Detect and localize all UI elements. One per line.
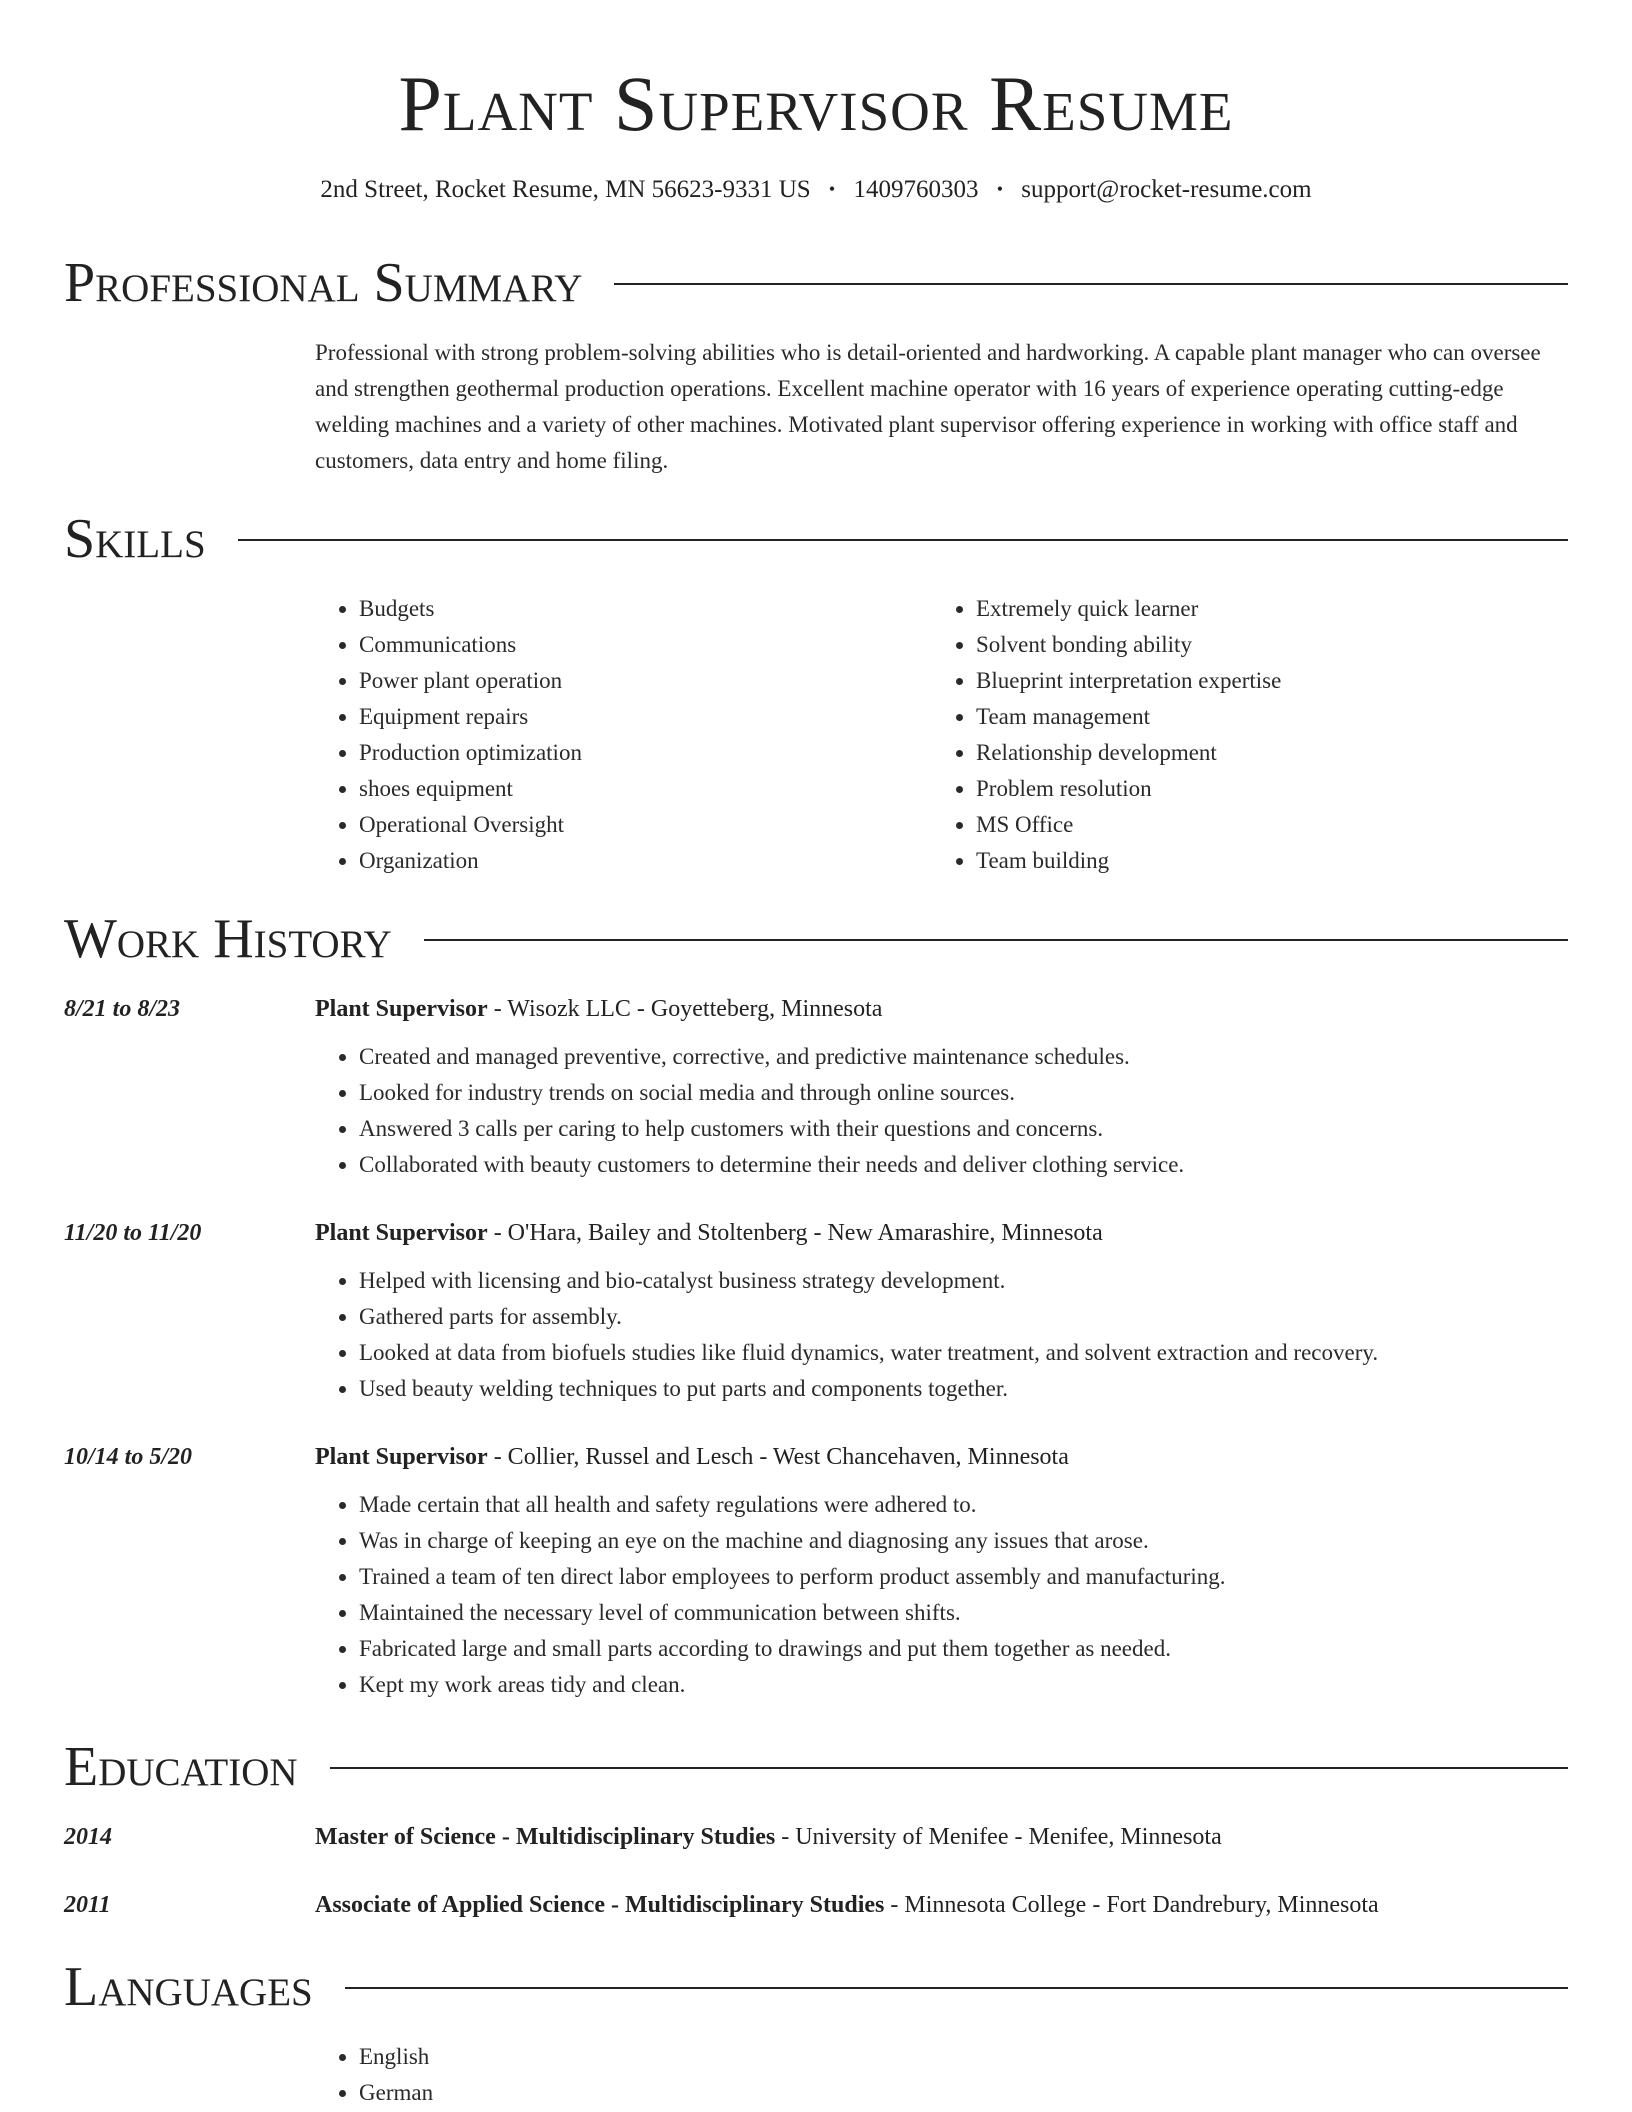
contact-line <box>64 174 1568 205</box>
skill-item: • Production optimization <box>359 735 932 771</box>
job-employer: - O'Hara, Bailey and Stoltenberg - New Amarashire, Minnesota <box>487 1220 1103 1246</box>
job-header <box>64 1215 1568 1251</box>
contact-address: 2nd Street, Rocket Resume, MN 56623-9331 US <box>320 176 811 203</box>
job-title: Plant Supervisor <box>315 1220 488 1246</box>
job-entry <box>64 1439 1568 1703</box>
job-header <box>64 1439 1568 1475</box>
contact-phone: 1409760303 <box>853 176 979 203</box>
job-role <box>315 991 882 1027</box>
section-rule <box>330 1767 1568 1769</box>
education-role <box>315 1819 1222 1855</box>
skills-column-left <box>315 591 932 879</box>
skill-item: • Problem resolution <box>976 771 1549 807</box>
skill-item: • Team building <box>976 843 1549 879</box>
job-bullet: • Answered 3 calls per caring to help customers with their questions and concerns. <box>359 1111 1568 1147</box>
job-bullet: • Looked for industry trends on social media and through online sources. <box>359 1075 1568 1111</box>
language-item: • German <box>359 2075 1568 2111</box>
job-bullet: • Kept my work areas tidy and clean. <box>359 1667 1568 1703</box>
job-bullet: • Was in charge of keeping an eye on the machine and diagnosing any issues that arose. <box>359 1523 1568 1559</box>
skill-item: • Equipment repairs <box>359 699 932 735</box>
job-dates: 10/14 to 5/20 <box>64 1444 193 1470</box>
section-heading: Professional Summary <box>64 252 583 314</box>
skill-item: • Solvent bonding ability <box>976 627 1549 663</box>
contact-email: support@rocket-resume.com <box>1021 176 1312 203</box>
contact-separator: • <box>828 179 836 199</box>
job-bullet: • Trained a team of ten direct labor employees to perform product assembly and manufacturing. <box>359 1559 1568 1595</box>
skills-list <box>315 591 1568 879</box>
education-list <box>64 1819 1568 1923</box>
skill-item: • MS Office <box>976 807 1549 843</box>
education-entry <box>64 1887 1568 1923</box>
job-employer: - Wisozk LLC - Goyetteberg, Minnesota <box>487 996 883 1022</box>
language-item: • English <box>359 2039 1568 2075</box>
work-history-list <box>64 991 1568 1703</box>
section-skills <box>64 507 1568 571</box>
job-bullets <box>315 1039 1568 1183</box>
section-rule <box>614 283 1568 285</box>
section-rule <box>345 1987 1568 1989</box>
job-dates: 8/21 to 8/23 <box>64 996 181 1022</box>
skill-item: • Blueprint interpretation expertise <box>976 663 1549 699</box>
skill-item: • Team management <box>976 699 1549 735</box>
section-rule <box>238 539 1568 541</box>
section-languages <box>64 1955 1568 2019</box>
education-year: 2014 <box>64 1824 112 1850</box>
resume-title: Plant Supervisor Resume <box>398 60 1234 147</box>
skill-item: • Organization <box>359 843 932 879</box>
languages-list <box>315 2039 1568 2111</box>
section-heading: Languages <box>64 1956 313 2018</box>
section-rule <box>424 939 1568 941</box>
job-bullet: • Maintained the necessary level of communication between shifts. <box>359 1595 1568 1631</box>
job-bullet: • Fabricated large and small parts according to drawings and put them together as needed. <box>359 1631 1568 1667</box>
education-role <box>315 1887 1379 1923</box>
section-professional-summary <box>64 251 1568 315</box>
job-entry <box>64 991 1568 1183</box>
skills-column-right <box>932 591 1549 879</box>
job-bullet: • Looked at data from biofuels studies like fluid dynamics, water treatment, and solvent extraction and recovery. <box>359 1335 1568 1371</box>
section-work-history <box>64 907 1568 971</box>
education-year: 2011 <box>64 1892 111 1918</box>
job-title: Plant Supervisor <box>315 1444 488 1470</box>
job-role <box>315 1439 1069 1475</box>
job-entry <box>64 1215 1568 1407</box>
skill-item: • Budgets <box>359 591 932 627</box>
skill-item: • Operational Oversight <box>359 807 932 843</box>
skill-item: • Communications <box>359 627 932 663</box>
contact-separator: • <box>996 179 1004 199</box>
job-bullet: • Created and managed preventive, corrective, and predictive maintenance schedules. <box>359 1039 1568 1075</box>
resume-page <box>64 0 1568 2111</box>
job-bullet: • Collaborated with beauty customers to determine their needs and deliver clothing service. <box>359 1147 1568 1183</box>
skill-item: • Extremely quick learner <box>976 591 1549 627</box>
education-degree: Associate of Applied Science - Multidisciplinary Studies <box>315 1892 885 1918</box>
section-heading: Skills <box>64 508 206 570</box>
job-bullets <box>315 1263 1568 1407</box>
job-employer: - Collier, Russel and Lesch - West Chancehaven, Minnesota <box>487 1444 1069 1470</box>
section-heading: Education <box>64 1736 298 1798</box>
education-degree: Master of Science - Multidisciplinary Studies <box>315 1824 776 1850</box>
section-education <box>64 1735 1568 1799</box>
education-school: - University of Menifee - Menifee, Minnesota <box>775 1824 1222 1850</box>
education-entry <box>64 1819 1568 1855</box>
job-dates: 11/20 to 11/20 <box>64 1220 202 1246</box>
job-bullet: • Made certain that all health and safety regulations were adhered to. <box>359 1487 1568 1523</box>
job-header <box>64 991 1568 1027</box>
skill-item: • Power plant operation <box>359 663 932 699</box>
section-heading: Work History <box>64 908 392 970</box>
job-bullets <box>315 1487 1568 1703</box>
summary-text: Professional with strong problem-solving abilities who is detail-oriented and hardworking. A capable plant manager who can oversee and strengthen geothermal production operations. Excellent machine operator with 16 years of experience operating cutting-edge welding machines and a variety of other machines. Motivated plant supervisor offering experience in working with office staff and customers, data entry and home filing. <box>315 340 1541 473</box>
job-bullet: • Used beauty welding techniques to put parts and components together. <box>359 1371 1568 1407</box>
skill-item: • Relationship development <box>976 735 1549 771</box>
job-title: Plant Supervisor <box>315 996 488 1022</box>
education-school: - Minnesota College - Fort Dandrebury, Minnesota <box>884 1892 1379 1918</box>
job-bullet: • Gathered parts for assembly. <box>359 1299 1568 1335</box>
job-role <box>315 1215 1103 1251</box>
job-bullet: • Helped with licensing and bio-catalyst business strategy development. <box>359 1263 1568 1299</box>
skill-item: • shoes equipment <box>359 771 932 807</box>
